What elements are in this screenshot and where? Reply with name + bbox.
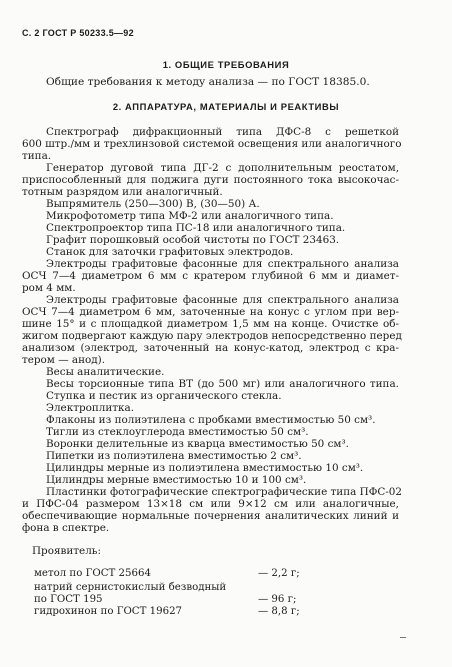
text-line: приспособленный для поджига дуги постоянного тока высокочас- bbox=[22, 174, 399, 186]
text-line: Станок для заточки графитовых электродов. bbox=[46, 246, 294, 258]
developer-item-amount: — 2,2 г; bbox=[258, 568, 300, 579]
developer-item-name: по ГОСТ 195 bbox=[34, 594, 103, 605]
text-line: Пластинки фотографические спектрографические типа ПФС-02 bbox=[46, 486, 403, 498]
running-header: С. 2 ГОСТ Р 50233.5—92 bbox=[22, 28, 134, 38]
text-line: и ПФС-04 размером 13×18 см или 9×12 см или аналогичные, bbox=[22, 498, 399, 510]
text-line: Весы торсионные типа ВТ (до 500 мг) или аналогичного типа. bbox=[46, 378, 399, 390]
text-line: фона в спектре. bbox=[22, 522, 110, 534]
text-line: Электроплитка. bbox=[46, 402, 135, 414]
text-line: ром 4 мм. bbox=[22, 282, 76, 294]
developer-heading: Проявитель: bbox=[32, 545, 101, 557]
text-line: Электроды графитовые фасонные для спектрального анализа bbox=[46, 294, 399, 306]
section-1-text: Общие требования к методу анализа — по ГОСТ 18385.0. bbox=[46, 76, 370, 88]
text-line: Генератор дуговой типа ДГ-2 с дополнительным реостатом, bbox=[46, 162, 399, 174]
text-line: шине 15° и с площадкой диаметром 1,5 мм на конце. Очистке об- bbox=[22, 318, 399, 330]
text-line: анализом (электрод, заточенный на конус-катод, электрод с кра- bbox=[22, 342, 399, 354]
text-line: Цилиндры мерные из полиэтилена вместимостью 10 см³. bbox=[46, 462, 364, 474]
text-line: типа. bbox=[22, 150, 52, 162]
text-line: Графит порошковый особой чистоты по ГОСТ 23463. bbox=[46, 234, 340, 246]
text-line: Цилиндры мерные вместимостью 10 и 100 см³. bbox=[46, 474, 307, 486]
text-line: Пипетки из полиэтилена вместимостью 2 см³. bbox=[46, 450, 302, 462]
text-line: тером — анод). bbox=[22, 354, 106, 366]
text-line: ОСЧ 7—4 диаметром 6 мм, заточенные на конус с углом при вер- bbox=[22, 306, 399, 318]
text-line: Спектропроектор типа ПС-18 или аналогичного типа. bbox=[46, 222, 346, 234]
scan-artifact bbox=[400, 637, 406, 638]
developer-item-name: гидрохинон по ГОСТ 19627 bbox=[34, 606, 183, 617]
section-1-title: 1. ОБЩИЕ ТРЕБОВАНИЯ bbox=[162, 59, 290, 70]
section-2-title: 2. АППАРАТУРА, МАТЕРИАЛЫ И РЕАКТИВЫ bbox=[112, 101, 340, 112]
text-line: Тигли из стеклоуглерода вместимостью 50 см³. bbox=[46, 426, 309, 438]
text-line: Электроды графитовые фасонные для спектрального анализа bbox=[46, 258, 399, 270]
developer-item-amount: — 96 г; bbox=[258, 594, 297, 605]
text-line: Весы аналитические. bbox=[46, 366, 165, 378]
text-line: 600 штр./мм и трехлинзовой системой освещения или аналогичного bbox=[22, 138, 402, 150]
developer-item-name: натрий сернистокислый безводный bbox=[34, 582, 227, 593]
developer-item-name: метол по ГОСТ 25664 bbox=[34, 568, 151, 579]
text-line: обеспечивающие нормальные почернения аналитических линий и bbox=[22, 510, 399, 522]
developer-item-amount: — 8,8 г; bbox=[258, 606, 300, 617]
text-line: тотным разрядом или аналогичный. bbox=[22, 186, 223, 198]
text-line: Спектрограф дифракционный типа ДФС-8 с решеткой bbox=[46, 126, 399, 138]
text-line: жигом подвергают каждую пару электродов непосредственно перед bbox=[22, 330, 402, 342]
text-line: ОСЧ 7—4 диаметром 6 мм с кратером глубиной 6 мм и диамет- bbox=[22, 270, 399, 282]
text-line: Выпрямитель (250—300) В, (30—50) А. bbox=[46, 198, 260, 210]
text-line: Ступка и пестик из органического стекла. bbox=[46, 390, 282, 402]
text-line: Воронки делительные из кварца вместимостью 50 см³. bbox=[46, 438, 349, 450]
text-line: Микрофотометр типа МФ-2 или аналогичного типа. bbox=[46, 210, 334, 222]
text-line: Флаконы из полиэтилена с пробками вместимостью 50 см³. bbox=[46, 414, 376, 426]
